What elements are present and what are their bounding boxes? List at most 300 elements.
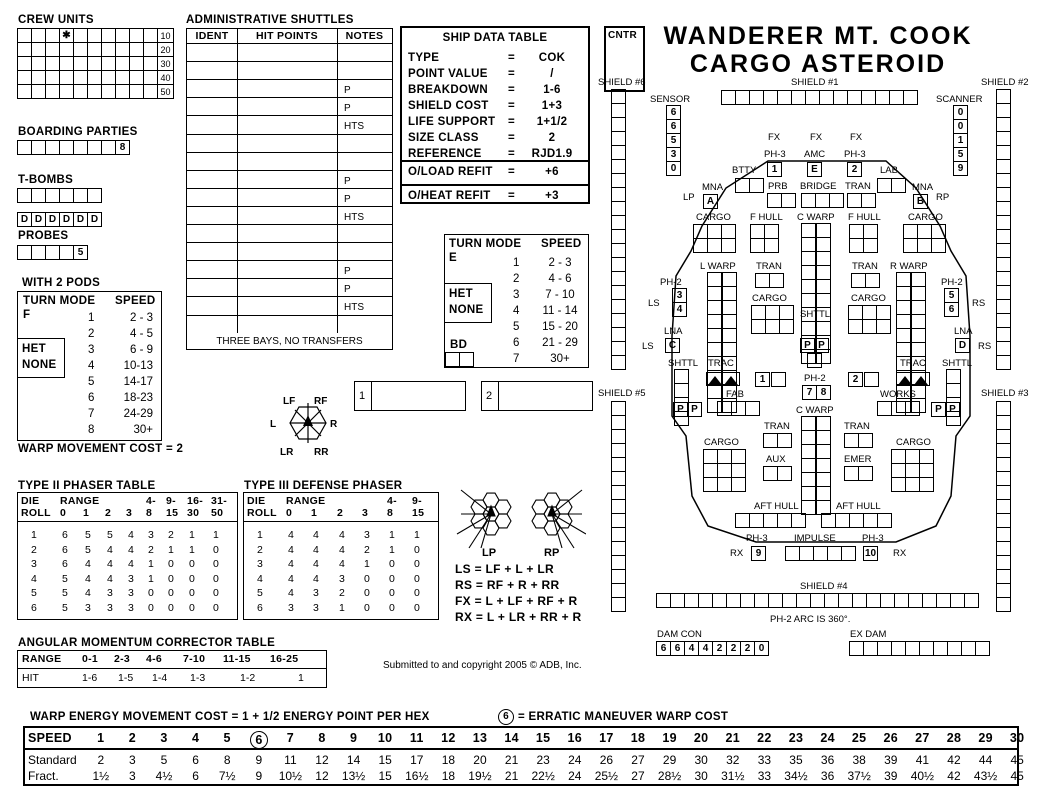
shield4-box[interactable] xyxy=(712,593,727,608)
crew-box[interactable] xyxy=(31,70,46,85)
rwarp-l-box[interactable] xyxy=(896,300,911,315)
small-2b-box[interactable] xyxy=(864,372,879,387)
shttl-center-2-box[interactable] xyxy=(807,353,822,368)
cargo-2-box[interactable] xyxy=(903,224,918,239)
cargo-1-box[interactable] xyxy=(707,224,722,239)
crew-box[interactable] xyxy=(143,84,158,99)
sensor-box[interactable]: 0 xyxy=(666,161,681,176)
cwarp-bot-l-box[interactable] xyxy=(801,444,816,459)
afthull-r-box[interactable] xyxy=(835,513,850,528)
small-1-box[interactable]: 1 xyxy=(755,372,770,387)
shield2-box[interactable] xyxy=(996,145,1011,160)
shield3-box[interactable] xyxy=(996,485,1011,500)
cargo-6-box[interactable] xyxy=(905,449,920,464)
shield6-box[interactable] xyxy=(611,285,626,300)
mna-a-box[interactable]: A xyxy=(703,194,718,209)
exdam-box[interactable] xyxy=(975,641,990,656)
afthull-r-box[interactable] xyxy=(821,513,836,528)
shield4-box[interactable] xyxy=(726,593,741,608)
impulse-box[interactable] xyxy=(827,546,842,561)
sensor-box[interactable]: 3 xyxy=(666,147,681,162)
cargo-2-box[interactable] xyxy=(931,238,946,253)
cargo-3-box[interactable] xyxy=(765,305,780,320)
crew-box[interactable] xyxy=(101,42,116,57)
ph3-10-box[interactable]: 10 xyxy=(864,548,877,559)
shield4-box[interactable] xyxy=(894,593,909,608)
cargo-5-box[interactable] xyxy=(717,463,732,478)
dummy-tbomb-boxes[interactable] xyxy=(18,212,102,227)
boarding-party-box[interactable] xyxy=(31,140,46,155)
lwarp-r-box[interactable] xyxy=(722,328,737,343)
shield2-box[interactable] xyxy=(996,201,1011,216)
btty-box[interactable] xyxy=(749,178,764,193)
probe-box[interactable] xyxy=(45,245,60,260)
ph2-bottom-box[interactable]: 8 xyxy=(816,385,831,400)
damcon-box[interactable]: 6 xyxy=(656,641,671,656)
cargo-1-box[interactable] xyxy=(721,224,736,239)
shield4-box[interactable] xyxy=(754,593,769,608)
shield2-box[interactable] xyxy=(996,131,1011,146)
shield3-box[interactable] xyxy=(996,471,1011,486)
shield4-box[interactable] xyxy=(838,593,853,608)
sensor-box[interactable]: 6 xyxy=(666,105,681,120)
dummy-tbomb-box[interactable]: D xyxy=(73,212,88,227)
shttl-r-box[interactable]: P xyxy=(945,402,960,417)
impulse-box[interactable] xyxy=(785,546,800,561)
cargo-6-box[interactable] xyxy=(919,463,934,478)
trac-l[interactable] xyxy=(706,372,740,386)
cargo-6-box[interactable] xyxy=(891,477,906,492)
shield4-box[interactable] xyxy=(670,593,685,608)
cargo-1-box[interactable] xyxy=(721,238,736,253)
tbomb-box[interactable] xyxy=(31,188,46,203)
rwarp-l-box[interactable] xyxy=(896,286,911,301)
cargo-2-box[interactable] xyxy=(903,238,918,253)
impulse-box[interactable] xyxy=(813,546,828,561)
tbomb-boxes[interactable] xyxy=(18,188,102,203)
shield2-box[interactable] xyxy=(996,299,1011,314)
shield3-box[interactable] xyxy=(996,457,1011,472)
tbomb-box[interactable] xyxy=(59,188,74,203)
lwarp-l-box[interactable] xyxy=(707,286,722,301)
shield1-box[interactable] xyxy=(847,90,862,105)
shield2-box[interactable] xyxy=(996,313,1011,328)
shield6-box[interactable] xyxy=(611,89,626,104)
cargo-5-box[interactable] xyxy=(731,477,746,492)
cwarp-top-l-box[interactable] xyxy=(801,321,816,336)
rwarp-r-box[interactable] xyxy=(911,328,926,343)
shield2-box[interactable] xyxy=(996,327,1011,342)
scanner-box[interactable]: 1 xyxy=(953,133,968,148)
shield4-box[interactable] xyxy=(922,593,937,608)
shield1-box[interactable] xyxy=(735,90,750,105)
trac-r[interactable] xyxy=(896,372,930,386)
cwarp-bot-r-box[interactable] xyxy=(816,472,831,487)
shield6-box[interactable] xyxy=(611,131,626,146)
ph2-l-box[interactable]: 3 xyxy=(672,288,687,303)
cargo-4-box[interactable] xyxy=(876,319,891,334)
track-2[interactable] xyxy=(481,381,593,411)
shield4-box[interactable] xyxy=(684,593,699,608)
shield4-box[interactable] xyxy=(824,593,839,608)
shield5-box[interactable] xyxy=(611,429,626,444)
dummy-tbomb-box[interactable]: D xyxy=(45,212,60,227)
crew-box[interactable] xyxy=(101,70,116,85)
tran-top-box[interactable] xyxy=(861,193,876,208)
boarding-party-box[interactable] xyxy=(73,140,88,155)
shield6-box[interactable] xyxy=(611,243,626,258)
shield6-box[interactable] xyxy=(611,271,626,286)
crew-units-grid[interactable] xyxy=(18,28,174,99)
cargo-4-box[interactable] xyxy=(848,305,863,320)
cwarp-top-r-box[interactable] xyxy=(816,279,831,294)
probe-box[interactable] xyxy=(59,245,74,260)
cwarp-bot-r-box[interactable] xyxy=(816,416,831,431)
cwarp-bot-l-box[interactable] xyxy=(801,416,816,431)
prb-box[interactable] xyxy=(781,193,796,208)
crew-box[interactable] xyxy=(17,70,32,85)
tran-l-box[interactable] xyxy=(755,273,770,288)
shield2-box[interactable] xyxy=(996,229,1011,244)
sensor-box[interactable]: 6 xyxy=(666,119,681,134)
exdam-box[interactable] xyxy=(933,641,948,656)
shield6-box[interactable] xyxy=(611,299,626,314)
scanner-box[interactable]: 9 xyxy=(953,161,968,176)
fab-box[interactable] xyxy=(731,401,746,416)
ph2-r-box[interactable]: 6 xyxy=(944,302,959,317)
shield2-box[interactable] xyxy=(996,355,1011,370)
cwarp-bot-r-box[interactable] xyxy=(816,486,831,501)
cargo-5-box[interactable] xyxy=(731,463,746,478)
fhull-l-box[interactable] xyxy=(764,238,779,253)
cargo-3-box[interactable] xyxy=(779,305,794,320)
shield3-box[interactable] xyxy=(996,555,1011,570)
bd-boxes[interactable] xyxy=(446,352,474,367)
shield2-box[interactable] xyxy=(996,341,1011,356)
crew-box[interactable] xyxy=(129,56,144,71)
crew-box[interactable] xyxy=(45,70,60,85)
cwarp-top-l-box[interactable] xyxy=(801,279,816,294)
cwarp-top-r-box[interactable] xyxy=(816,251,831,266)
cargo-6-box[interactable] xyxy=(891,449,906,464)
shield3-box[interactable] xyxy=(996,415,1011,430)
rwarp-r-box[interactable] xyxy=(911,286,926,301)
shield6-box[interactable] xyxy=(611,229,626,244)
crew-box[interactable] xyxy=(45,56,60,71)
crew-box[interactable] xyxy=(59,42,74,57)
crew-box[interactable] xyxy=(73,28,88,43)
crew-box[interactable] xyxy=(45,84,60,99)
cargo-5-box[interactable] xyxy=(717,477,732,492)
lwarp-l-box[interactable] xyxy=(707,328,722,343)
shield4-box[interactable] xyxy=(880,593,895,608)
lwarp-r-box[interactable] xyxy=(722,300,737,315)
cwarp-bot-r-box[interactable] xyxy=(816,458,831,473)
shield4-box[interactable] xyxy=(796,593,811,608)
boarding-party-box[interactable] xyxy=(101,140,116,155)
cwarp-bot-r-box[interactable] xyxy=(816,430,831,445)
crew-box[interactable] xyxy=(143,28,158,43)
shield6-box[interactable] xyxy=(611,187,626,202)
crew-box[interactable] xyxy=(17,84,32,99)
cargo-3-box[interactable] xyxy=(779,319,794,334)
shield1-box[interactable] xyxy=(763,90,778,105)
shield1-box[interactable] xyxy=(777,90,792,105)
shield6-box[interactable] xyxy=(611,159,626,174)
shield4-box[interactable] xyxy=(698,593,713,608)
crew-box[interactable] xyxy=(45,28,60,43)
cargo-6-box[interactable] xyxy=(891,463,906,478)
prb-box[interactable] xyxy=(767,193,782,208)
shield4-box[interactable] xyxy=(810,593,825,608)
shield5-box[interactable] xyxy=(611,569,626,584)
cargo-5-box[interactable] xyxy=(703,477,718,492)
shield6-box[interactable] xyxy=(611,313,626,328)
afthull-l-box[interactable] xyxy=(777,513,792,528)
afthull-l-box[interactable] xyxy=(791,513,806,528)
rwarp-l-box[interactable] xyxy=(896,342,911,357)
cargo-2-box[interactable] xyxy=(917,238,932,253)
probe-box[interactable] xyxy=(17,245,32,260)
shield2-box[interactable] xyxy=(996,89,1011,104)
shield4-box[interactable] xyxy=(656,593,671,608)
crew-box[interactable] xyxy=(87,84,102,99)
rwarp-l-box[interactable] xyxy=(896,328,911,343)
shield4-box[interactable] xyxy=(852,593,867,608)
tran-br-box[interactable] xyxy=(844,433,859,448)
dummy-tbomb-box[interactable]: D xyxy=(59,212,74,227)
crew-box[interactable] xyxy=(101,56,116,71)
damcon-box[interactable]: 0 xyxy=(754,641,769,656)
cargo-4-box[interactable] xyxy=(848,319,863,334)
crew-box[interactable] xyxy=(143,42,158,57)
cargo-6-box[interactable] xyxy=(905,463,920,478)
cwarp-top-l-box[interactable] xyxy=(801,293,816,308)
cwarp-top-l-box[interactable] xyxy=(801,251,816,266)
shield1-box[interactable] xyxy=(791,90,806,105)
crew-box[interactable] xyxy=(87,42,102,57)
rwarp-l-box[interactable] xyxy=(896,272,911,287)
lwarp-l-box[interactable] xyxy=(707,272,722,287)
damcon-box[interactable]: 6 xyxy=(670,641,685,656)
lwarp-r-box[interactable] xyxy=(722,286,737,301)
shield2-box[interactable] xyxy=(996,271,1011,286)
shttl-r-col-box[interactable] xyxy=(946,369,961,384)
shield1-box[interactable] xyxy=(833,90,848,105)
lwarp-r-box[interactable] xyxy=(722,314,737,329)
crew-box[interactable] xyxy=(87,28,102,43)
crew-box[interactable] xyxy=(17,28,32,43)
shield2-box[interactable] xyxy=(996,243,1011,258)
crew-box[interactable] xyxy=(73,70,88,85)
shield3-box[interactable] xyxy=(996,541,1011,556)
shield6-box[interactable] xyxy=(611,341,626,356)
shield2-box[interactable] xyxy=(996,173,1011,188)
small-2-box[interactable]: 2 xyxy=(848,372,863,387)
tran-br-box[interactable] xyxy=(858,433,873,448)
rwarp-r-box[interactable] xyxy=(911,300,926,315)
crew-box[interactable] xyxy=(101,84,116,99)
fhull-l-box[interactable] xyxy=(750,238,765,253)
crew-box[interactable] xyxy=(115,42,130,57)
fab-box[interactable] xyxy=(717,401,732,416)
fab-box[interactable] xyxy=(745,401,760,416)
lwarp-r-box[interactable] xyxy=(722,272,737,287)
afthull-r-box[interactable] xyxy=(849,513,864,528)
shield3-box[interactable] xyxy=(996,583,1011,598)
bridge-box[interactable] xyxy=(801,193,816,208)
shield6-box[interactable] xyxy=(611,327,626,342)
tran-top-box[interactable] xyxy=(847,193,862,208)
shield3-box[interactable] xyxy=(996,513,1011,528)
crew-box[interactable] xyxy=(59,84,74,99)
shield4-box[interactable] xyxy=(768,593,783,608)
shield4-box[interactable] xyxy=(740,593,755,608)
cargo-5-box[interactable] xyxy=(717,449,732,464)
shield5-box[interactable] xyxy=(611,401,626,416)
emer-box[interactable] xyxy=(844,466,859,481)
dummy-tbomb-box[interactable]: D xyxy=(87,212,102,227)
shield4-box[interactable] xyxy=(964,593,979,608)
cwarp-bot-r-box[interactable] xyxy=(816,444,831,459)
shttl-center-box[interactable]: P xyxy=(800,338,815,353)
shield1-box[interactable] xyxy=(749,90,764,105)
cwarp-bot-l-box[interactable] xyxy=(801,458,816,473)
shield4-box[interactable] xyxy=(950,593,965,608)
shield1-box[interactable] xyxy=(819,90,834,105)
lwarp-l-box[interactable] xyxy=(707,314,722,329)
bridge-box[interactable] xyxy=(815,193,830,208)
crew-box[interactable] xyxy=(129,70,144,85)
fhull-l-box[interactable] xyxy=(750,224,765,239)
crew-box[interactable] xyxy=(31,56,46,71)
dummy-tbomb-box[interactable]: D xyxy=(31,212,46,227)
damcon-box[interactable]: 2 xyxy=(726,641,741,656)
shttl-r-col-box[interactable] xyxy=(946,383,961,398)
crew-box[interactable] xyxy=(31,42,46,57)
shield5-box[interactable] xyxy=(611,583,626,598)
shield5-box[interactable] xyxy=(611,541,626,556)
exdam-box[interactable] xyxy=(891,641,906,656)
tran-r-box[interactable] xyxy=(851,273,866,288)
exdam-box[interactable] xyxy=(863,641,878,656)
crew-box[interactable] xyxy=(87,56,102,71)
crew-box[interactable] xyxy=(59,70,74,85)
cargo-6-box[interactable] xyxy=(919,477,934,492)
shield3-box[interactable] xyxy=(996,443,1011,458)
damcon-box[interactable]: 4 xyxy=(698,641,713,656)
crew-box[interactable] xyxy=(31,28,46,43)
cargo-1-box[interactable] xyxy=(693,238,708,253)
shield6-box[interactable] xyxy=(611,173,626,188)
cwarp-top-r-box[interactable] xyxy=(816,237,831,252)
shield5-box[interactable] xyxy=(611,499,626,514)
shield1-box[interactable] xyxy=(889,90,904,105)
shttl-center-box[interactable]: P xyxy=(814,338,829,353)
shttl-l-box[interactable]: P xyxy=(673,402,688,417)
shield2-box[interactable] xyxy=(996,187,1011,202)
shield3-box[interactable] xyxy=(996,401,1011,416)
shield5-box[interactable] xyxy=(611,457,626,472)
shield5-box[interactable] xyxy=(611,555,626,570)
cwarp-top-r-box[interactable] xyxy=(816,321,831,336)
shield2-box[interactable] xyxy=(996,103,1011,118)
shield3-box[interactable] xyxy=(996,499,1011,514)
exdam-box[interactable] xyxy=(961,641,976,656)
crew-box[interactable] xyxy=(31,84,46,99)
crew-box[interactable] xyxy=(129,42,144,57)
shield6-box[interactable] xyxy=(611,117,626,132)
ph2-r-box[interactable]: 5 xyxy=(944,288,959,303)
shield1-box[interactable] xyxy=(721,90,736,105)
track-1[interactable] xyxy=(354,381,466,411)
tran-l-box[interactable] xyxy=(769,273,784,288)
shield6-box[interactable] xyxy=(611,201,626,216)
cargo-5-box[interactable] xyxy=(703,463,718,478)
boarding-party-box[interactable]: 8 xyxy=(115,140,130,155)
shield5-box[interactable] xyxy=(611,597,626,612)
cwarp-bot-l-box[interactable] xyxy=(801,472,816,487)
crew-box[interactable] xyxy=(59,56,74,71)
shield2-box[interactable] xyxy=(996,215,1011,230)
crew-box[interactable] xyxy=(73,42,88,57)
rwarp-r-box[interactable] xyxy=(911,314,926,329)
shield1-box[interactable] xyxy=(861,90,876,105)
crew-box[interactable] xyxy=(129,28,144,43)
crew-box[interactable] xyxy=(129,84,144,99)
crew-box[interactable] xyxy=(115,70,130,85)
sensor-box[interactable]: 5 xyxy=(666,133,681,148)
damcon-box[interactable]: 4 xyxy=(684,641,699,656)
aux-box[interactable] xyxy=(763,466,778,481)
shield6-box[interactable] xyxy=(611,103,626,118)
shttl-l-col-box[interactable] xyxy=(674,383,689,398)
shield1-box[interactable] xyxy=(805,90,820,105)
rwarp-r-box[interactable] xyxy=(911,272,926,287)
fhull-r-box[interactable] xyxy=(863,224,878,239)
shield3-box[interactable] xyxy=(996,429,1011,444)
cargo-4-box[interactable] xyxy=(862,305,877,320)
boarding-party-box[interactable] xyxy=(59,140,74,155)
afthull-r-box[interactable] xyxy=(863,513,878,528)
small-1b-box[interactable] xyxy=(771,372,786,387)
emer-box[interactable] xyxy=(858,466,873,481)
crew-box[interactable] xyxy=(17,56,32,71)
crew-box[interactable] xyxy=(143,56,158,71)
shield3-box[interactable] xyxy=(996,597,1011,612)
afthull-r-box[interactable] xyxy=(877,513,892,528)
tran-r-box[interactable] xyxy=(865,273,880,288)
exdam-box[interactable] xyxy=(877,641,892,656)
damcon-box[interactable]: 2 xyxy=(712,641,727,656)
impulse-box[interactable] xyxy=(799,546,814,561)
shield1-box[interactable] xyxy=(903,90,918,105)
tran-bl-box[interactable] xyxy=(763,433,778,448)
crew-box[interactable] xyxy=(143,70,158,85)
cargo-3-box[interactable] xyxy=(765,319,780,334)
shield5-box[interactable] xyxy=(611,443,626,458)
probe-box[interactable]: 5 xyxy=(73,245,88,260)
cwarp-top-l-box[interactable] xyxy=(801,223,816,238)
shield6-box[interactable] xyxy=(611,215,626,230)
exdam-box[interactable] xyxy=(905,641,920,656)
shield4-box[interactable] xyxy=(936,593,951,608)
tran-bl-box[interactable] xyxy=(777,433,792,448)
bridge-box[interactable] xyxy=(829,193,844,208)
cwarp-top-l-box[interactable] xyxy=(801,237,816,252)
cargo-5-box[interactable] xyxy=(703,449,718,464)
scanner-box[interactable]: 0 xyxy=(953,119,968,134)
